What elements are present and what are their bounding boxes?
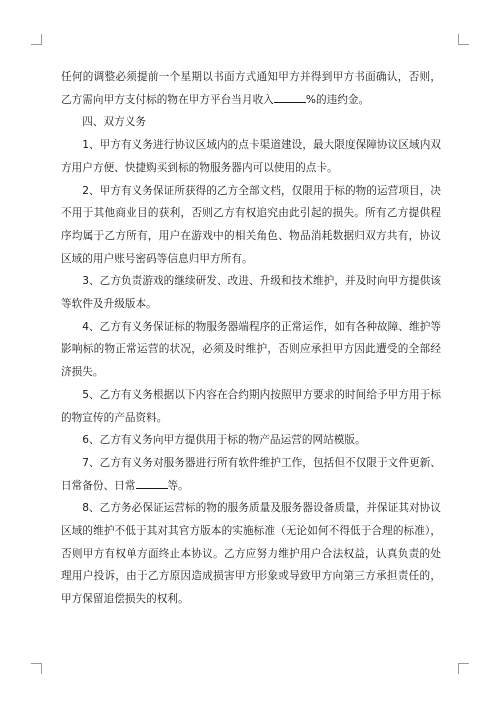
intro-text-a: 任何的调整必须提前一个星期以书面方式通知甲方并得到甲方书面确认，否则，乙方需向甲方支付标的物在甲方平台当月收入 <box>61 71 441 106</box>
intro-text-b: %的违约金。 <box>305 93 370 106</box>
item-4: 4、乙方有义务保证标的物服务器端程序的正常运作，如有各种故障、维护等影响标的物正常运营的状况，必须及时维护，否则应承担甲方因此遭受的全部经济损失。 <box>61 320 441 379</box>
crop-mark-top-left <box>31 34 42 45</box>
crop-mark-bottom-right <box>458 663 469 674</box>
item-3: 3、乙方负责游戏的继续研发、改进、升级和技术维护，并及时向甲方提供该等软件及升级版本。 <box>61 275 441 311</box>
item-8: 8、乙方务必保证运营标的物的服务质量及服务器设备质量，并保证其对协议区域的维护不低于其对其官方版本的实施标准（无论如何不得低于合理的标准），否则甲方有权单方面终止本协议。乙方应努力维护用户合法权益，认真负责的处理用户投诉，由于乙方原因造成损害甲方形象或导致甲方向第三方承担责任的，甲方保留追偿损失的权利。 <box>61 502 441 606</box>
item-7 <box>61 452 441 497</box>
crop-mark-top-right <box>458 34 469 45</box>
item-7-text-a: 7、乙方有义务对服务器进行所有软件维护工作，包括但不仅限于文件更新、日常备份、日常 <box>61 456 441 492</box>
item-7-text-b: 等。 <box>167 479 189 492</box>
item-6: 6、乙方有义务向甲方提供用于标的物产品运营的网站模版。 <box>82 434 366 447</box>
section-heading: 四、双方义务 <box>82 116 147 129</box>
document-body <box>61 66 441 611</box>
crop-mark-bottom-left <box>31 663 42 674</box>
blank-item-7 <box>136 478 168 489</box>
item-5: 5、乙方有义务根据以下内容在合约期内按照甲方要求的时间给予甲方用于标的物宣传的产品资料。 <box>61 388 441 424</box>
blank-percentage <box>274 92 306 103</box>
paragraph-intro <box>61 66 441 111</box>
item-1: 1、甲方有义务进行协议区域内的点卡渠道建设，最大限度保障协议区域内双方用户方便、快捷购买到标的物服务器内可以使用的点卡。 <box>61 139 441 174</box>
item-2: 2、甲方有义务保证所获得的乙方全部文档，仅限用于标的物的运营项目，决不用于其他商业目的获利，否则乙方有权追究由此引起的损失。所有乙方提供程序均属于乙方所有，用户在游戏中的相关角色、物品消耗数据归双方共有，协议区域的用户账号密码等信息归甲方所有。 <box>61 184 441 265</box>
